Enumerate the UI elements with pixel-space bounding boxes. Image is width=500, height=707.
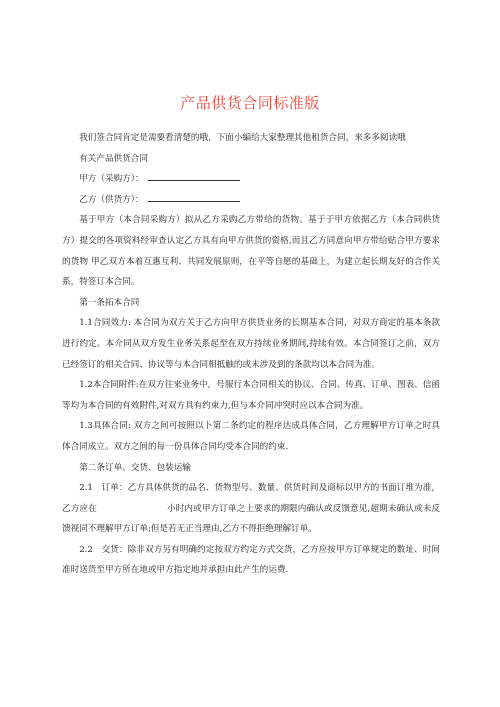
- party-a-label: 甲方（采购方）：: [79, 174, 144, 185]
- party-a-line: [62, 169, 440, 190]
- party-b-blank: [148, 191, 240, 202]
- preamble-paragraph: 基于甲方（本合同采购方）拟从乙方采购乙方带给的货物。基于于甲方依据乙方（本合同供货方）提交的各项资料经审查认定乙方具有向甲方供货的资格,而且乙方同意向甲方带给贴合甲方要求的货物 甲乙双方本着互惠互利、共同发展原则，在平等自愿的基础上，为建立起长期友好的合作关系，特签订本合同。: [62, 215, 440, 288]
- clause-2-2: 2.2 交货：除非双方另有明确约定按双方约定方式交货，乙方应按甲方订单规定的数址、时间准时送货至甲方所在地或甲方指定地并承担由此产生的运费.: [62, 544, 440, 576]
- document-title: 产品供货合同标准版: [180, 94, 320, 112]
- clause-1-1: 1.1合同效力: 本合同为双方关于乙方向甲方供货业务的长期基本合同，对双方商定的基本条款进行约定。本介同从双方发生业务关系起至在双方持续业务期间,持续有效。本合同签订之前，双方已经签订的相关合同、协议等与本合同相抵触的或未涉及到的条款均以本合同为准。: [62, 318, 440, 370]
- clause-2-1-part2: 小时内或甲方订单之上要求的期限内确认或反馈意见,超期未确认或未反馈视同不理解甲方订单;但是若无正当理由,乙方不得拒绝理解订单。: [62, 503, 440, 535]
- party-b-label: 乙方（供货方）：: [79, 194, 144, 205]
- party-b-line: [62, 190, 440, 211]
- document-body: [62, 128, 440, 581]
- article-1-heading: 第一条拓本合同: [79, 297, 140, 308]
- clause-2-1: [62, 478, 440, 540]
- party-a-blank: [148, 170, 240, 181]
- subtitle: 有关产品供货合同: [79, 153, 148, 164]
- article-2-heading: 第二条订单、交货、包装运输: [79, 462, 191, 473]
- clause-1-2: 1.2本合同附件:在双方往来业务中，号服行本合同相关的协议、合同、传真、订单、图表、信函等均为本合同的有效附件,对双方具有约束力,但与本介同冲突时应以本合同为准。: [62, 380, 440, 411]
- clause-2-1-part1: 2.1 订单：乙方具体供货的品名、货物型号、数量、供货时间及商标以甲方的书面订堆为准，乙方应在: [62, 483, 440, 514]
- intro-paragraph: 我们签合同肯定是需要看清楚的哦，下面小编给大家整理其他租货合同，来多多阅读哦: [79, 133, 406, 143]
- clause-1-3: 1.3具体合同: 双方之间可按照以卜第二条约定的程序达成具体合同，乙方理解甲方订单之时具体合同成立。双方之间的每一份具体合同均受本合同的约束.: [62, 421, 440, 452]
